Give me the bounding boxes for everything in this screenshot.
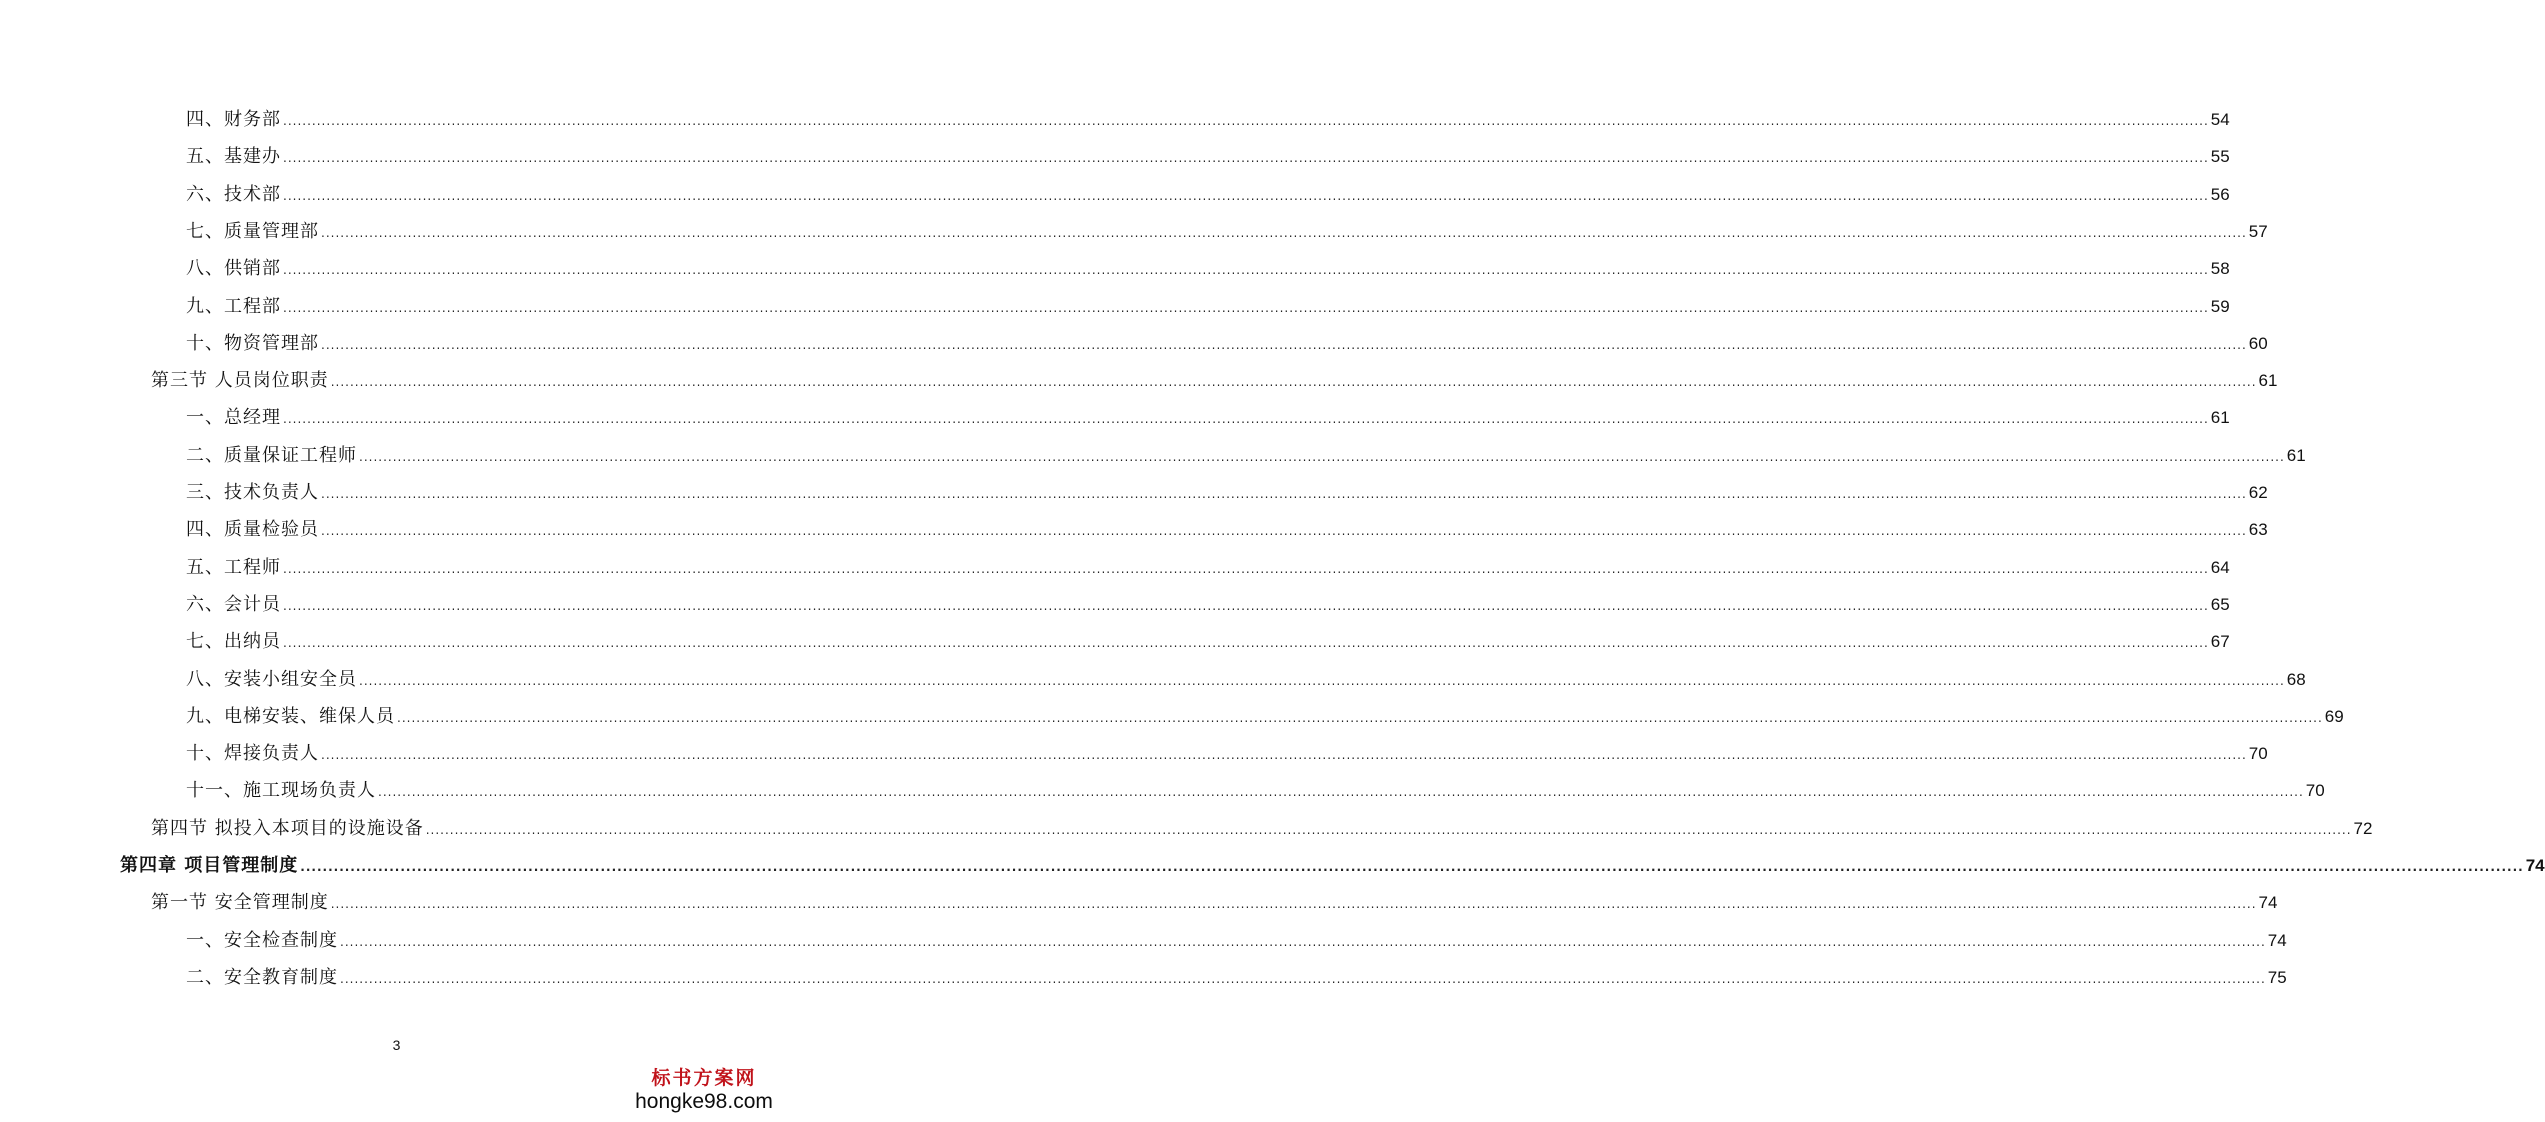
- toc-entry-page: 74: [2267, 930, 2287, 950]
- toc-dot-leader: ................................................................................................................................................................................................................................................................................................................................................................................................................: [283, 151, 2209, 166]
- toc-entry[interactable]: [186, 105, 2230, 131]
- toc-entry[interactable]: [186, 739, 2268, 765]
- toc-entry[interactable]: [186, 254, 2230, 280]
- toc-dot-leader: ................................................................................................................................................................................................................................................................................................................................................................................................................: [321, 487, 2247, 501]
- toc-entry-title: 第四节 拟投入本项目的设施设备: [151, 817, 424, 839]
- toc-entry-page: 61: [2210, 408, 2230, 428]
- toc-dot-leader: ................................................................................................................................................................................................................................................................................................................................................................................................................: [330, 375, 2257, 390]
- toc-entry-title: 四、财务部: [186, 109, 281, 130]
- toc-dot-leader: ................................................................................................................................................................................................................................................................................................................................................................................................................: [300, 860, 2524, 874]
- toc-dot-leader: ................................................................................................................................................................................................................................................................................................................................................................................................................: [330, 897, 2257, 912]
- toc-entry-title: 一、安全检查制度: [186, 929, 338, 951]
- toc-entry-title: 第四章 项目管理制度: [120, 855, 299, 876]
- toc-entry-title: 九、工程部: [186, 295, 281, 317]
- toc-dot-leader: ................................................................................................................................................................................................................................................................................................................................................................................................................: [283, 188, 2209, 203]
- toc-dot-leader: ................................................................................................................................................................................................................................................................................................................................................................................................................: [425, 822, 2352, 837]
- toc-entry-title: 五、基建办: [186, 146, 281, 168]
- toc-entry-title: 二、质量保证工程师: [186, 444, 357, 466]
- toc-dot-leader: ................................................................................................................................................................................................................................................................................................................................................................................................................: [378, 785, 2304, 800]
- toc-entry-page: 74: [2258, 893, 2278, 913]
- toc-entry-title: 八、供销部: [186, 258, 281, 280]
- toc-entry[interactable]: [186, 515, 2268, 541]
- toc-entry[interactable]: [186, 292, 2230, 318]
- toc-dot-leader: ................................................................................................................................................................................................................................................................................................................................................................................................................: [283, 114, 2209, 128]
- toc-entry-title: 七、质量管理部: [186, 220, 319, 242]
- toc-entry-page: 62: [2248, 483, 2268, 502]
- toc-dot-leader: ................................................................................................................................................................................................................................................................................................................................................................................................................: [283, 263, 2209, 278]
- toc-entry-title: 十、焊接负责人: [186, 743, 319, 765]
- toc-dot-leader: ................................................................................................................................................................................................................................................................................................................................................................................................................: [321, 337, 2247, 352]
- toc-dot-leader: ................................................................................................................................................................................................................................................................................................................................................................................................................: [397, 710, 2323, 725]
- page-number: 3: [392, 1037, 401, 1053]
- watermark-logo: [629, 1066, 779, 1114]
- toc-entry-page: 64: [2210, 557, 2230, 577]
- toc-entry[interactable]: [186, 180, 2230, 206]
- toc-entry-page: 58: [2210, 259, 2230, 279]
- toc-entry-page: 61: [2286, 445, 2306, 465]
- toc-dot-leader: ................................................................................................................................................................................................................................................................................................................................................................................................................: [359, 449, 2285, 464]
- watermark-text-en: hongke98.com: [635, 1090, 773, 1113]
- toc-entry[interactable]: [186, 963, 2287, 989]
- toc-entry-page: 67: [2210, 632, 2230, 652]
- toc-entry[interactable]: [186, 665, 2306, 691]
- toc-entry-page: 75: [2267, 967, 2287, 987]
- toc-entry-page: 57: [2248, 221, 2268, 241]
- toc-entry[interactable]: [186, 627, 2230, 653]
- toc-entry-title: 六、会计员: [186, 593, 281, 615]
- toc-entry-page: 63: [2248, 520, 2268, 540]
- toc-entry-page: 68: [2286, 669, 2306, 689]
- toc-entry-page: 70: [2248, 744, 2268, 764]
- toc-entry[interactable]: [186, 590, 2230, 616]
- toc-dot-leader: ................................................................................................................................................................................................................................................................................................................................................................................................................: [321, 748, 2247, 763]
- toc-entry[interactable]: [186, 776, 2325, 802]
- toc-dot-leader: ................................................................................................................................................................................................................................................................................................................................................................................................................: [340, 934, 2266, 949]
- toc-entry-title: 第一节 安全管理制度: [151, 892, 329, 914]
- toc-entry-page: 61: [2258, 371, 2278, 391]
- toc-dot-leader: ................................................................................................................................................................................................................................................................................................................................................................................................................: [321, 225, 2247, 240]
- toc-entry[interactable]: [186, 217, 2268, 243]
- toc-entry-page: 55: [2210, 147, 2230, 167]
- toc-dot-leader: ................................................................................................................................................................................................................................................................................................................................................................................................................: [321, 524, 2247, 539]
- toc-entry-title: 三、技术负责人: [186, 482, 319, 503]
- toc-entry-page: 54: [2210, 110, 2230, 129]
- toc-entry-page: 59: [2210, 296, 2230, 316]
- toc-entry[interactable]: [186, 403, 2230, 429]
- toc-dot-leader: ................................................................................................................................................................................................................................................................................................................................................................................................................: [283, 598, 2209, 613]
- toc-dot-leader: ................................................................................................................................................................................................................................................................................................................................................................................................................: [283, 561, 2209, 576]
- toc-entry-title: 十、物资管理部: [186, 332, 319, 354]
- toc-entry[interactable]: [186, 478, 2268, 504]
- toc-entry[interactable]: [120, 851, 2545, 877]
- toc-entry[interactable]: [186, 702, 2344, 728]
- toc-entry-title: 十一、施工现场负责人: [186, 780, 376, 802]
- toc-dot-leader: ................................................................................................................................................................................................................................................................................................................................................................................................................: [340, 971, 2266, 986]
- toc-entry[interactable]: [186, 441, 2306, 467]
- toc-entry-title: 第三节 人员岗位职责: [151, 370, 329, 392]
- watermark-text-cn: 标书方案网: [651, 1067, 757, 1089]
- toc-entry[interactable]: [151, 888, 2278, 914]
- toc-entry-page: 70: [2305, 781, 2325, 801]
- toc-entry-title: 四、质量检验员: [186, 519, 319, 541]
- toc-entry-title: 九、电梯安装、维保人员: [186, 705, 395, 727]
- toc-entry[interactable]: [186, 142, 2230, 168]
- toc-entry[interactable]: [186, 553, 2230, 579]
- toc-entry-title: 六、技术部: [186, 183, 281, 205]
- toc-dot-leader: ................................................................................................................................................................................................................................................................................................................................................................................................................: [283, 636, 2209, 651]
- toc-entry-page: 74: [2525, 856, 2545, 875]
- toc-entry[interactable]: [151, 814, 2373, 840]
- toc-dot-leader: ................................................................................................................................................................................................................................................................................................................................................................................................................: [283, 412, 2209, 427]
- toc-entry-title: 八、安装小组安全员: [186, 668, 357, 690]
- toc-entry-title: 一、总经理: [186, 407, 281, 429]
- toc-entry-title: 二、安全教育制度: [186, 966, 338, 988]
- toc-dot-leader: ................................................................................................................................................................................................................................................................................................................................................................................................................: [283, 300, 2209, 315]
- toc-entry[interactable]: [186, 926, 2287, 952]
- toc-entry[interactable]: [186, 329, 2268, 355]
- toc-dot-leader: ................................................................................................................................................................................................................................................................................................................................................................................................................: [359, 673, 2285, 688]
- toc-entry-title: 七、出纳员: [186, 631, 281, 653]
- toc-entry-page: 56: [2210, 184, 2230, 204]
- toc-entry-title: 五、工程师: [186, 556, 281, 578]
- toc-entry-page: 65: [2210, 594, 2230, 614]
- toc-entry-page: 69: [2324, 706, 2344, 726]
- toc-entry[interactable]: [151, 366, 2278, 392]
- toc-entry-page: 72: [2353, 818, 2373, 838]
- toc-entry-page: 60: [2248, 333, 2268, 353]
